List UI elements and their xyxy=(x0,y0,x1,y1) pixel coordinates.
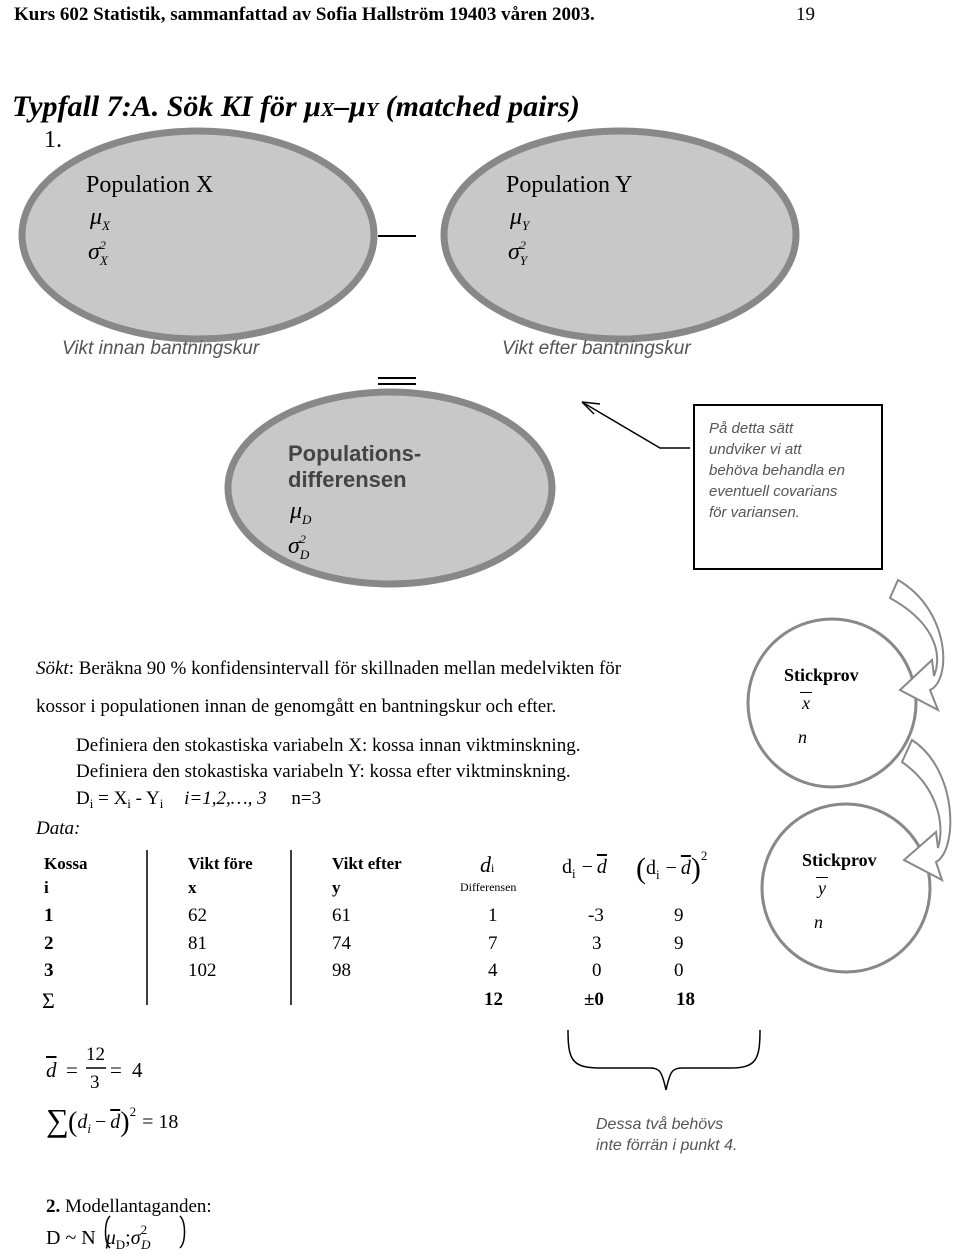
def-y: Definiera den stokastiska variabeln Y: kossa efter viktminskning. xyxy=(76,761,571,782)
sum-dev: ±0 xyxy=(584,989,604,1010)
note-box xyxy=(693,404,883,570)
calc-eq2: = xyxy=(110,1058,122,1082)
th-vikt-fore: Vikt före x xyxy=(188,854,253,897)
title-mu-y: μ xyxy=(349,90,366,123)
th-deviation: $d_i - \overline{d}$ xyxy=(562,856,607,881)
title-prefix: Typfall 7:A. Sök KI för xyxy=(12,90,305,123)
table-row-dev: -3 xyxy=(588,905,604,926)
curved-arrow-2 xyxy=(902,740,950,880)
table-row-dev: 0 xyxy=(592,960,602,981)
title-sub-y: Y xyxy=(365,99,379,121)
title-minus: – xyxy=(334,90,350,123)
calc-denominator: 3 xyxy=(90,1072,100,1093)
title-suffix: (matched pairs) xyxy=(378,90,580,123)
population-y-caption: Vikt efter bantningskur xyxy=(502,338,691,359)
calc-sum-symbol: ∑ xyxy=(46,1102,69,1138)
stickprov-x-title: Stickprov xyxy=(784,665,859,685)
arrow-to-y-caption xyxy=(582,402,690,448)
table-row-x: 81 xyxy=(188,933,207,954)
stickprov-y-n: n xyxy=(814,912,823,932)
step-2-formula: D ~ N $\mu_D;\sigma^2_D$ xyxy=(46,1222,151,1252)
stickprov-x-n: n xyxy=(798,727,807,747)
page-header: Kurs 602 Statistik, sammanfattad av Sofia Hallström 19403 våren 2003. xyxy=(14,4,595,25)
step-1-label: 1. xyxy=(44,127,62,153)
table-row-y: 74 xyxy=(332,933,351,954)
th-squared: $(d_i - \overline{d})^2$ xyxy=(636,848,708,885)
table-row-x: 102 xyxy=(188,960,217,981)
table-row-i: 3 xyxy=(44,960,54,981)
calc-result: 4 xyxy=(132,1058,143,1082)
note-line: undviker vi att xyxy=(709,441,802,458)
note2: Dessa två behövs inte förrän i punkt 4. xyxy=(596,1116,738,1154)
title-mu-x: μ xyxy=(304,90,321,123)
page-number: 19 xyxy=(796,4,815,25)
population-diff-sigma: $\sigma^2_D$ xyxy=(288,532,310,562)
sum-d: 12 xyxy=(484,989,503,1010)
population-y-ellipse xyxy=(444,131,796,339)
table-row-x: 62 xyxy=(188,905,207,926)
sum-sq: 18 xyxy=(676,989,695,1010)
formula-d: $D_i = X_i - Y_i$ i=1,2,…, 3 n=3 xyxy=(76,788,322,811)
table-row-i: 1 xyxy=(44,905,54,926)
stickprov-y-title: Stickprov xyxy=(802,850,877,870)
population-x-title: Population X xyxy=(86,172,214,198)
stickprov-y-circle xyxy=(762,804,930,972)
calc-numerator: 12 xyxy=(86,1044,105,1065)
th-kossa: Kossa i xyxy=(44,854,88,897)
note-line: behöva behandla en xyxy=(709,462,845,479)
calc-dbar: $\overline{d}$ xyxy=(46,1058,57,1082)
def-x: Definiera den stokastiska variabeln X: kossa innan viktminskning. xyxy=(76,735,581,756)
note-line: för variansen. xyxy=(709,504,800,521)
table-row-dev: 3 xyxy=(592,933,602,954)
stickprov-y-mean: y xyxy=(818,878,826,898)
calc-eq1: = xyxy=(66,1058,78,1082)
note-line: På detta sätt xyxy=(709,420,794,437)
sokt-line-2: kossor i populationen innan de genomgått en bantningskur och efter. xyxy=(36,696,557,717)
table-row-d: 1 xyxy=(488,905,498,926)
th-vikt-efter: Vikt efter y xyxy=(332,854,402,897)
population-diff-mu: $\mu_D$ xyxy=(290,498,312,527)
title-sub-x: X xyxy=(320,99,335,121)
population-diff-title: Populations- differensen xyxy=(288,441,422,492)
data-label: Data: xyxy=(36,818,81,839)
table-row-sq: 0 xyxy=(674,960,684,981)
population-y-mu: $\mu_Y$ xyxy=(510,204,530,233)
population-x-ellipse xyxy=(22,131,374,339)
table-row-d: 4 xyxy=(488,960,498,981)
table-row-sq: 9 xyxy=(674,933,684,954)
note-line: eventuell covarians xyxy=(709,483,838,500)
table-row-y: 61 xyxy=(332,905,351,926)
stickprov-x-mean: x xyxy=(802,693,810,713)
population-y-sigma: $\sigma^2_Y$ xyxy=(508,238,528,268)
curly-brace xyxy=(568,1030,760,1090)
population-x-mu: $\mu_X$ xyxy=(90,204,110,233)
table-row-y: 98 xyxy=(332,960,351,981)
table-row-i: 2 xyxy=(44,933,54,954)
table-row-sq: 9 xyxy=(674,905,684,926)
th-d: di xyxy=(480,852,495,877)
sokt-line-1: Sökt: Beräkna 90 % konfidensintervall för skillnaden mellan medelvikten för xyxy=(36,658,622,679)
th-d-sub: Differensen xyxy=(460,880,517,894)
population-y-title: Population Y xyxy=(506,172,633,198)
sum-label: Σ xyxy=(42,988,55,1013)
paren-close xyxy=(180,1216,185,1248)
population-x-sigma: $\sigma^2_X$ xyxy=(88,238,108,268)
population-x-caption: Vikt innan bantningskur xyxy=(62,338,260,359)
table-row-d: 7 xyxy=(488,933,498,954)
calc-sum-expr: $(d_i - \overline{d})^2 = 18$ xyxy=(68,1104,179,1138)
step-2-label: 2. Modellantaganden: xyxy=(46,1196,212,1217)
stickprov-x-circle xyxy=(748,619,916,787)
